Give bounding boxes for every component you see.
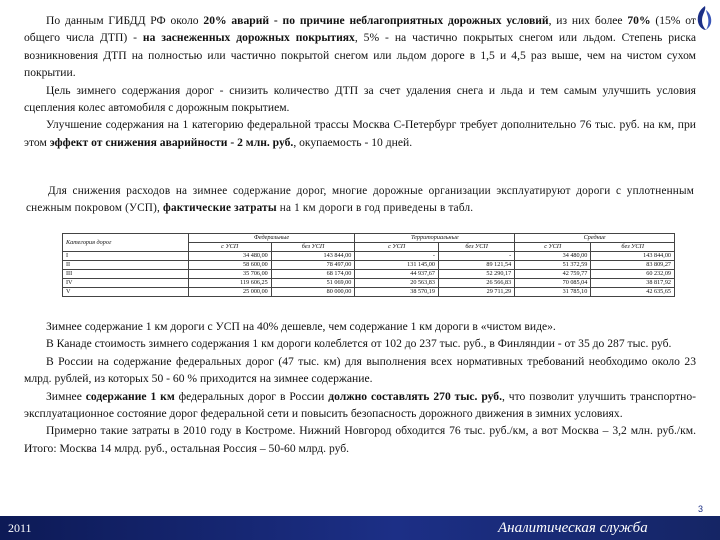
- logo-icon: [694, 4, 716, 32]
- paragraph-accident-stats: [24, 12, 696, 82]
- table-cell: 29 711,29: [438, 288, 514, 297]
- text: Для снижения расходов на зимнее содержание дорог, многие дорожные организации эксплуатируют дороги с уплотненным снежным покровом (УСП),: [26, 185, 694, 214]
- table-cell: 38 817,92: [591, 279, 675, 288]
- header-federal: Федеральные: [188, 234, 355, 243]
- subheader-without-usp: без УСП: [271, 243, 355, 252]
- table-cell: 20 563,83: [355, 279, 439, 288]
- table-cell: 131 145,00: [355, 261, 439, 270]
- table-cell: 44 937,67: [355, 270, 439, 279]
- table-cell: 68 174,00: [271, 270, 355, 279]
- emphasis: 70%: [627, 14, 651, 27]
- header-average: Средние: [515, 234, 675, 243]
- emphasis: содержание 1 км: [85, 389, 175, 403]
- table-row: [63, 252, 675, 261]
- text: на 1 км дороги в год приведены в табл.: [276, 202, 474, 214]
- paragraph-goal: Цель зимнего содержания дорог - снизить количество ДТП за счет удаления снега и льда и тем самым улучшить условия сцепления колес автомобиля с дорожным покрытием.: [24, 83, 696, 115]
- table-cell: 25 000,00: [188, 288, 271, 297]
- cost-table: [62, 233, 675, 297]
- table-cell: 52 290,17: [438, 270, 514, 279]
- table-cell: 78 497,00: [271, 261, 355, 270]
- table-cell: 34 480,00: [515, 252, 591, 261]
- subheader-with-usp: с УСП: [188, 243, 271, 252]
- table-cell: 143 844,00: [271, 252, 355, 261]
- subheader-with-usp: с УСП: [515, 243, 591, 252]
- table-cell: 143 844,00: [591, 252, 675, 261]
- table-cell: 89 121,54: [438, 261, 514, 270]
- table-cell: 35 706,00: [188, 270, 271, 279]
- emphasis: фактические затраты: [163, 202, 277, 214]
- table-cell: 31 785,10: [515, 288, 591, 297]
- row-category: III: [63, 270, 189, 279]
- text: , 5% - на частично покрытых снегом или льдом. Степень риска возникновения ДТП на полностью или частично покрытой снегом или льдом дороге в 1,5 и 4,5 раз выше, чем на чистом сухом покрытии.: [24, 31, 696, 80]
- text: , что позволит улучшить транспортно-эксплуатационное состояние дорог федеральной сети и повысить безопасность дорожного движения в зимних условиях.: [24, 389, 696, 421]
- text: , окупаемость - 10 дней.: [293, 135, 413, 149]
- subheader-without-usp: без УСП: [591, 243, 675, 252]
- row-category: I: [63, 252, 189, 261]
- emphasis: 20% аварий - по причине неблагоприятных дорожных условий: [203, 14, 549, 27]
- text: Зимнее: [46, 389, 86, 403]
- text: , из них более: [548, 14, 628, 27]
- table-cell: -: [438, 252, 514, 261]
- intro-text: [24, 12, 696, 151]
- table-cell: 51 069,00: [271, 279, 355, 288]
- header-territorial: Территориальные: [355, 234, 515, 243]
- text: (15% от общего числа ДТП) -: [24, 14, 696, 45]
- paragraph-usp: [26, 183, 694, 217]
- emphasis: должно составлять 270 тыс. руб.: [328, 389, 502, 403]
- header-category: Категория дорог: [63, 234, 189, 252]
- table-cell: 58 600,00: [188, 261, 271, 270]
- table-cell: 83 809,27: [591, 261, 675, 270]
- table-intro-text: [26, 183, 694, 217]
- subheader-with-usp: с УСП: [355, 243, 439, 252]
- emphasis: эффект от снижения аварийности - 2 млн. руб.: [49, 135, 294, 149]
- footer: [0, 516, 720, 540]
- conclusion-text: [24, 318, 696, 457]
- paragraph-canada-finland: В Канаде стоимость зимнего содержания 1 км дороги колеблется от 102 до 237 тыс. руб., в Финляндии - от 35 до 287 тыс. руб.: [46, 337, 672, 351]
- table-cell: 34 480,00: [188, 252, 271, 261]
- text: Улучшение содержания на 1 категорию федеральной трассы Москва С-Петербург требует дополнительно 76 тыс. руб. на км, при этом: [24, 118, 696, 149]
- row-category: V: [63, 288, 189, 297]
- text: По данным ГИБДД РФ около: [46, 14, 204, 27]
- paragraph-target-cost: [24, 388, 696, 423]
- table-cell: 119 606,25: [188, 279, 271, 288]
- table-row: [63, 288, 675, 297]
- paragraph-russia-federal: В России на содержание федеральных дорог (47 тыс. км) для выполнения всех нормативных требований необходимо около 23 млрд. рублей, из которых 50 - 60 % приходится на зимнее содержание.: [24, 354, 696, 386]
- table-cell: 38 570,19: [355, 288, 439, 297]
- footer-year: 2011: [8, 521, 32, 535]
- page-number: 3: [698, 504, 704, 514]
- table-cell: 51 372,59: [515, 261, 591, 270]
- table-cell: 26 566,83: [438, 279, 514, 288]
- table-row: [63, 279, 675, 288]
- table-cell: 42 759,77: [515, 270, 591, 279]
- paragraph-improvement: [24, 116, 696, 151]
- footer-service-title: Аналитическая служба: [498, 520, 648, 536]
- table-row: [63, 261, 675, 270]
- row-category: IV: [63, 279, 189, 288]
- table-cell: -: [355, 252, 439, 261]
- table-header-row: [63, 234, 675, 243]
- table-row: [63, 270, 675, 279]
- row-category: II: [63, 261, 189, 270]
- table-cell: 70 085,04: [515, 279, 591, 288]
- paragraph-usp-cheaper: Зимнее содержание 1 км дороги с УСП на 40% дешевле, чем содержание 1 км дороги в «чистом виде».: [46, 320, 556, 333]
- emphasis: на заснеженных дорожных покрытиях: [142, 31, 355, 45]
- paragraph-regional-costs: Примерно такие затраты в 2010 году в Костроме. Нижний Новгород обходится 76 тыс. руб./км, а вот Москва – 3,2 млн. руб./км. Итого: Москва 14 млрд. руб., остальная Россия – 50-60 млрд. руб.: [24, 424, 696, 455]
- subheader-without-usp: без УСП: [438, 243, 514, 252]
- table-cell: 80 000,00: [271, 288, 355, 297]
- text: федеральных дорог в России: [174, 389, 329, 403]
- table-cell: 60 232,09: [591, 270, 675, 279]
- table-cell: 42 635,65: [591, 288, 675, 297]
